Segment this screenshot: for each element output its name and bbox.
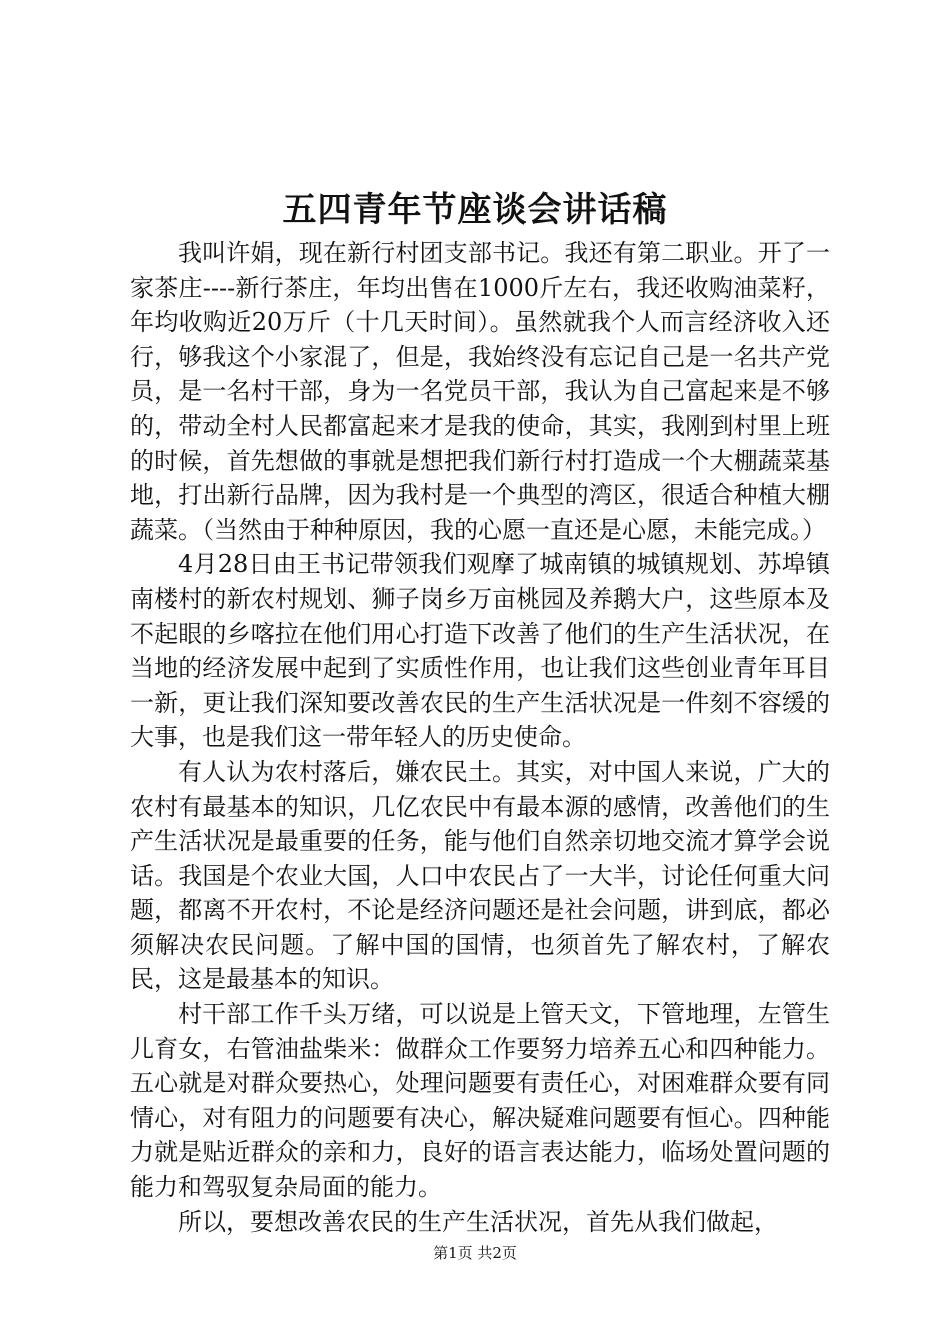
document-body xyxy=(130,236,830,1239)
paragraph-2: 4月28日由王书记带领我们观摩了城南镇的城镇规划、苏埠镇南楼村的新农村规划、狮子岗乡万亩桃园及养鹅大户，这些原本及不起眼的乡喀拉在他们用心打造下改善了他们的生产生活状况，在当地的经济发展中起到了实质性作用，也让我们这些创业青年耳目一新，更让我们深知要改善农民的生产生活状况是一件刻不容缓的大事，也是我们这一带年轻人的历史使命。 xyxy=(130,550,830,752)
document-title: 五四青年节座谈会讲话稿 xyxy=(282,190,668,230)
page-number-footer: 第1页 共2页 xyxy=(433,1244,517,1262)
paragraph-3: 有人认为农村落后，嫌农民土。其实，对中国人来说，广大的农村有最基本的知识，几亿农民中有最本源的感情，改善他们的生产生活状况是最重要的任务，能与他们自然亲切地交流才算学会说话。我国是个农业大国，人口中农民占了一大半，讨论任何重大问题，都离不开农村，不论是经济问题还是社会问题，讲到底，都必须解决农民问题。了解中国的国情，也须首先了解农村，了解农民，这是最基本的知识。 xyxy=(130,757,830,994)
paragraph-1: 我叫许娟，现在新行村团支部书记。我还有第二职业。开了一家茶庄----新行茶庄，年均出售在1000斤左右，我还收购油菜籽，年均收购近20万斤（十几天时间）。虽然就我个人而言经济收入还行，够我这个小家混了，但是，我始终没有忘记自己是一名共产党员，是一名村干部，身为一名党员干部，我认为自己富起来是不够的，带动全村人民都富起来才是我的使命，其实，我刚到村里上班的时候，首先想做的事就是想把我们新行村打造成一个大棚蔬菜基地，打出新行品牌，因为我村是一个典型的湾区，很适合种植大棚蔬菜。（当然由于种种原因，我的心愿一直还是心愿，未能完成。） xyxy=(130,239,830,544)
paragraph-4: 村干部工作千头万绪，可以说是上管天文，下管地理，左管生儿育女，右管油盐柴米：做群众工作要努力培养五心和四种能力。五心就是对群众要热心，处理问题要有责任心，对困难群众要有同情心，对有阻力的问题要有决心，解决疑难问题要有恒心。四种能力就是贴近群众的亲和力，良好的语言表达能力，临场处置问题的能力和驾驭复杂局面的能力。 xyxy=(130,1000,830,1202)
paragraph-5: 所以，要想改善农民的生产生活状况，首先从我们做起， xyxy=(178,1207,778,1236)
